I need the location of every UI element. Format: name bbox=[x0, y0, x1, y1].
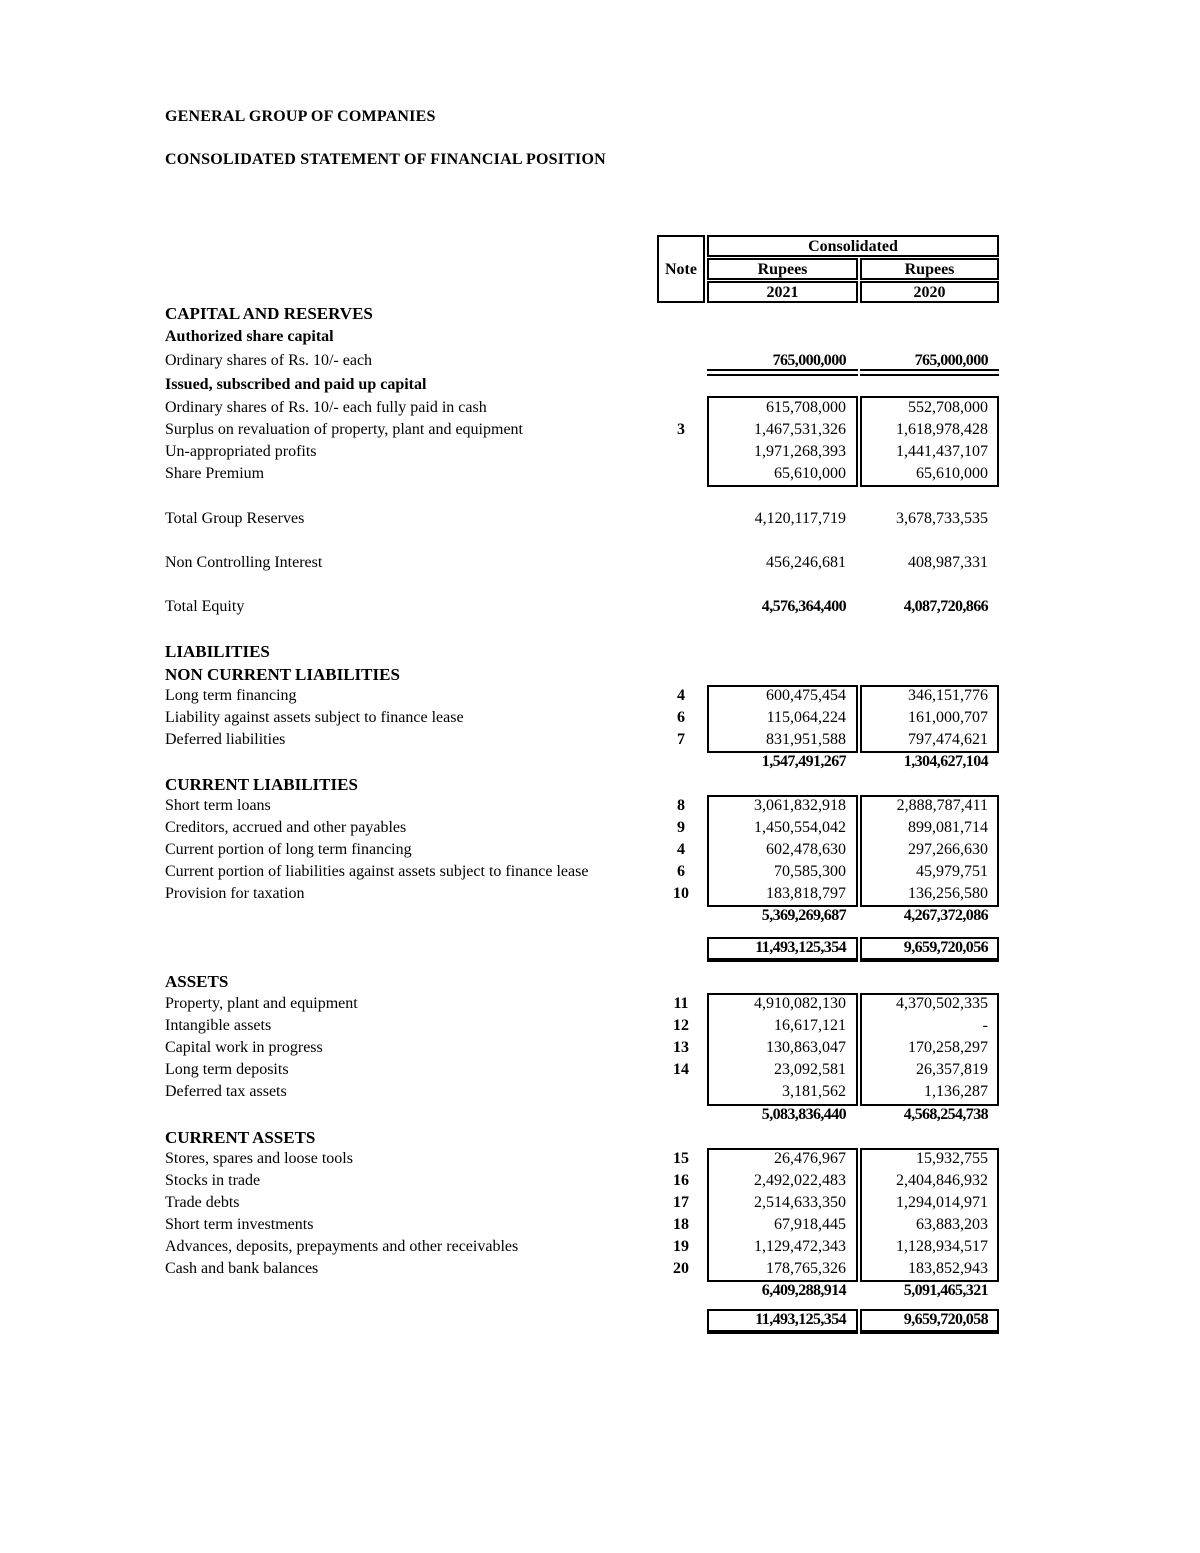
table-row bbox=[0, 1215, 1200, 1237]
row-note: 4 bbox=[677, 841, 685, 858]
row-label: Long term deposits bbox=[165, 1061, 289, 1078]
value-2021: 11,493,125,354 bbox=[755, 939, 846, 956]
row-note: 18 bbox=[673, 1216, 689, 1233]
value-2021: 602,478,630 bbox=[766, 841, 846, 858]
row-label: Share Premium bbox=[165, 465, 265, 482]
row-label: Short term loans bbox=[165, 797, 271, 814]
row-note: 19 bbox=[673, 1238, 689, 1255]
row-label: Intangible assets bbox=[165, 1017, 272, 1034]
value-2021: 5,369,269,687 bbox=[761, 907, 846, 924]
table-row bbox=[0, 1259, 1200, 1281]
table-row bbox=[0, 1016, 1200, 1038]
value-2020: 1,128,934,517 bbox=[896, 1238, 988, 1255]
row-note: 14 bbox=[673, 1061, 689, 1078]
value-2021: 1,467,531,326 bbox=[754, 421, 846, 438]
value-2021: 65,610,000 bbox=[774, 465, 846, 482]
value-2020: 765,000,000 bbox=[914, 352, 988, 369]
value-2020: 1,618,978,428 bbox=[896, 421, 988, 438]
table-row bbox=[0, 442, 1200, 464]
value-2021: 615,708,000 bbox=[766, 399, 846, 416]
value-2021: 11,493,125,354 bbox=[755, 1311, 846, 1328]
subsection-heading: Authorized share capital bbox=[165, 328, 334, 345]
year-header-2021: 2021 bbox=[707, 281, 858, 303]
table-row bbox=[0, 1149, 1200, 1171]
row-note: 3 bbox=[677, 421, 685, 438]
table-row bbox=[0, 1193, 1200, 1215]
table-row bbox=[0, 420, 1200, 442]
value-2020: 9,659,720,058 bbox=[903, 1311, 988, 1328]
row-label: Current portion of long term financing bbox=[165, 841, 412, 858]
subsection-heading: CURRENT LIABILITIES bbox=[165, 775, 358, 794]
value-2021: 3,181,562 bbox=[782, 1083, 846, 1100]
value-2020: 5,091,465,321 bbox=[903, 1282, 988, 1299]
row-note: 4 bbox=[677, 687, 685, 704]
row-note: 15 bbox=[673, 1150, 689, 1167]
table-row bbox=[0, 1237, 1200, 1259]
value-2020: 408,987,331 bbox=[908, 554, 988, 571]
note-column-header: Note bbox=[657, 235, 705, 303]
row-note: 10 bbox=[673, 885, 689, 902]
value-2021: 1,971,268,393 bbox=[754, 443, 846, 460]
row-label: Short term investments bbox=[165, 1216, 314, 1233]
company-name: GENERAL GROUP OF COMPANIES bbox=[165, 108, 436, 125]
row-label: Ordinary shares of Rs. 10/- each fully paid in cash bbox=[165, 399, 487, 416]
total-equity-row bbox=[0, 597, 1200, 619]
table-row bbox=[0, 708, 1200, 730]
row-note: 17 bbox=[673, 1194, 689, 1211]
non-controlling-interest-row bbox=[0, 553, 1200, 575]
value-2021: 178,765,326 bbox=[766, 1260, 846, 1277]
row-label: Creditors, accrued and other payables bbox=[165, 819, 407, 836]
row-note: 20 bbox=[673, 1260, 689, 1277]
value-2020: 4,087,720,866 bbox=[903, 598, 988, 615]
value-2021: 115,064,224 bbox=[766, 709, 846, 726]
subsection-heading: NON CURRENT LIABILITIES bbox=[165, 665, 400, 684]
subsection-heading: Issued, subscribed and paid up capital bbox=[165, 376, 427, 393]
row-label: Advances, deposits, prepayments and other receivables bbox=[165, 1238, 519, 1255]
value-2020: 136,256,580 bbox=[908, 885, 988, 902]
value-2020: 797,474,621 bbox=[908, 731, 988, 748]
value-2021: 1,547,491,267 bbox=[761, 753, 846, 770]
row-label: Surplus on revaluation of property, plant and equipment bbox=[165, 421, 523, 438]
grand-total-row bbox=[0, 938, 1200, 960]
table-row bbox=[0, 398, 1200, 420]
row-label: Trade debts bbox=[165, 1194, 240, 1211]
table-row bbox=[0, 994, 1200, 1016]
row-label: Stocks in trade bbox=[165, 1172, 261, 1189]
total-group-reserves-row bbox=[0, 509, 1200, 531]
value-2021: 1,450,554,042 bbox=[754, 819, 846, 836]
row-label: Liability against assets subject to finance lease bbox=[165, 709, 464, 726]
section-heading: LIABILITIES bbox=[165, 642, 270, 661]
row-label: Deferred tax assets bbox=[165, 1083, 287, 1100]
section-heading: ASSETS bbox=[165, 972, 229, 991]
row-label: Capital work in progress bbox=[165, 1039, 323, 1056]
subtotal-row bbox=[0, 1105, 1200, 1127]
value-2020: 552,708,000 bbox=[908, 399, 988, 416]
value-2021: 67,918,445 bbox=[774, 1216, 846, 1233]
value-2021: 4,910,082,130 bbox=[754, 995, 846, 1012]
table-row bbox=[0, 796, 1200, 818]
row-label: Total Equity bbox=[165, 598, 245, 615]
row-label: Non Controlling Interest bbox=[165, 554, 323, 571]
value-2021: 130,863,047 bbox=[766, 1039, 846, 1056]
currency-header-2020: Rupees bbox=[860, 258, 999, 280]
table-row bbox=[0, 818, 1200, 840]
row-note: 6 bbox=[677, 709, 685, 726]
subsection-heading: CURRENT ASSETS bbox=[165, 1128, 316, 1147]
table-row bbox=[0, 1082, 1200, 1104]
statement-title: CONSOLIDATED STATEMENT OF FINANCIAL POSITION bbox=[165, 151, 606, 168]
value-2021: 23,092,581 bbox=[774, 1061, 846, 1078]
row-note: 8 bbox=[677, 797, 685, 814]
value-2021: 2,514,633,350 bbox=[754, 1194, 846, 1211]
value-2020: 4,568,254,738 bbox=[903, 1106, 988, 1123]
row-label: Total Group Reserves bbox=[165, 510, 305, 527]
value-2020: 1,441,437,107 bbox=[896, 443, 988, 460]
row-label: Ordinary shares of Rs. 10/- each bbox=[165, 352, 373, 369]
row-note: 12 bbox=[673, 1017, 689, 1034]
value-2021: 5,083,836,440 bbox=[761, 1106, 846, 1123]
value-2020: 45,979,751 bbox=[916, 863, 988, 880]
value-2021: 70,585,300 bbox=[774, 863, 846, 880]
row-label: Deferred liabilities bbox=[165, 731, 286, 748]
value-2020: 9,659,720,056 bbox=[903, 939, 988, 956]
consolidated-header: Consolidated bbox=[707, 235, 999, 257]
value-2020: 1,304,627,104 bbox=[903, 753, 988, 770]
table-row bbox=[0, 884, 1200, 906]
value-2021: 26,476,967 bbox=[774, 1150, 846, 1167]
row-label: Cash and bank balances bbox=[165, 1260, 319, 1277]
row-label: Property, plant and equipment bbox=[165, 995, 358, 1012]
row-note: 9 bbox=[677, 819, 685, 836]
row-note: 13 bbox=[673, 1039, 689, 1056]
value-2020: 170,258,297 bbox=[908, 1039, 988, 1056]
value-2020: 4,370,502,335 bbox=[896, 995, 988, 1012]
grand-total-row bbox=[0, 1310, 1200, 1332]
value-2020: - bbox=[982, 1017, 988, 1034]
row-label: Stores, spares and loose tools bbox=[165, 1150, 353, 1167]
table-row bbox=[0, 686, 1200, 708]
value-2020: 2,404,846,932 bbox=[896, 1172, 988, 1189]
row-label: Provision for taxation bbox=[165, 885, 305, 902]
row-note: 11 bbox=[673, 995, 689, 1012]
table-row bbox=[0, 464, 1200, 486]
table-row bbox=[0, 1060, 1200, 1082]
value-2021: 6,409,288,914 bbox=[761, 1282, 846, 1299]
value-2021: 600,475,454 bbox=[766, 687, 846, 704]
value-2021: 456,246,681 bbox=[766, 554, 846, 571]
authorized-capital-row bbox=[0, 351, 1200, 373]
value-2020: 899,081,714 bbox=[908, 819, 988, 836]
value-2020: 26,357,819 bbox=[916, 1061, 988, 1078]
table-row bbox=[0, 730, 1200, 752]
value-2020: 63,883,203 bbox=[916, 1216, 988, 1233]
table-row bbox=[0, 1038, 1200, 1060]
row-label: Long term financing bbox=[165, 687, 297, 704]
value-2021: 16,617,121 bbox=[774, 1017, 846, 1034]
row-note: 16 bbox=[673, 1172, 689, 1189]
value-2020: 15,932,755 bbox=[916, 1150, 988, 1167]
value-2020: 297,266,630 bbox=[908, 841, 988, 858]
value-2021: 183,818,797 bbox=[766, 885, 846, 902]
value-2020: 3,678,733,535 bbox=[896, 510, 988, 527]
value-2021: 2,492,022,483 bbox=[754, 1172, 846, 1189]
value-2020: 1,294,014,971 bbox=[896, 1194, 988, 1211]
value-2021: 765,000,000 bbox=[772, 352, 846, 369]
section-heading: CAPITAL AND RESERVES bbox=[165, 304, 373, 323]
table-row bbox=[0, 862, 1200, 884]
subtotal-row bbox=[0, 752, 1200, 774]
subtotal-row bbox=[0, 1281, 1200, 1303]
table-row bbox=[0, 1171, 1200, 1193]
value-2020: 65,610,000 bbox=[916, 465, 988, 482]
value-2021: 831,951,588 bbox=[766, 731, 846, 748]
currency-header-2021: Rupees bbox=[707, 258, 858, 280]
row-label: Un-appropriated profits bbox=[165, 443, 317, 460]
value-2021: 4,576,364,400 bbox=[761, 598, 846, 615]
value-2020: 4,267,372,086 bbox=[903, 907, 988, 924]
value-2021: 4,120,117,719 bbox=[754, 510, 846, 527]
year-header-2020: 2020 bbox=[860, 281, 999, 303]
value-2020: 2,888,787,411 bbox=[896, 797, 988, 814]
value-2020: 161,000,707 bbox=[908, 709, 988, 726]
table-row bbox=[0, 840, 1200, 862]
subtotal-row bbox=[0, 906, 1200, 928]
value-2020: 1,136,287 bbox=[924, 1083, 988, 1100]
value-2020: 183,852,943 bbox=[908, 1260, 988, 1277]
value-2020: 346,151,776 bbox=[908, 687, 988, 704]
row-note: 7 bbox=[677, 731, 685, 748]
row-label: Current portion of liabilities against assets subject to finance lease bbox=[165, 863, 589, 880]
row-note: 6 bbox=[677, 863, 685, 880]
value-2021: 3,061,832,918 bbox=[754, 797, 846, 814]
value-2021: 1,129,472,343 bbox=[754, 1238, 846, 1255]
